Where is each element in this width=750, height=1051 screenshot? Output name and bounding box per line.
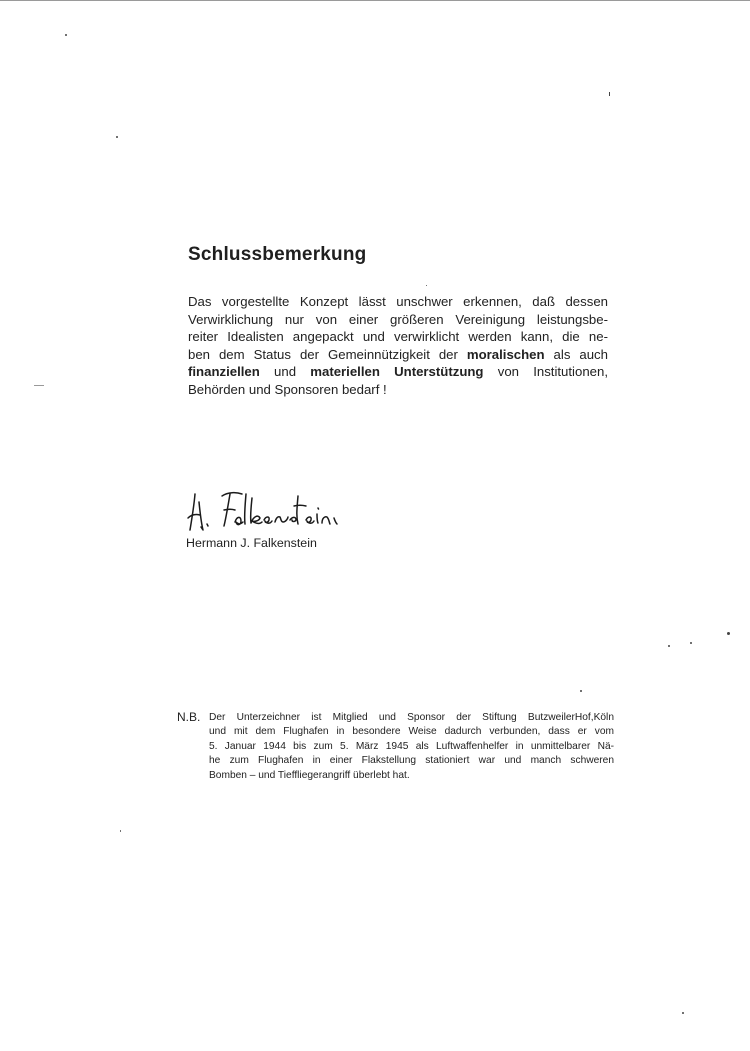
scan-speck [120,830,121,832]
note-line: 5. Januar 1944 bis zum 5. März 1945 als Luftwaffenhelfer in unmittelbarer Nä- [209,740,614,752]
note-line: Bomben – und Tieffliegerangriff überlebt hat. [209,769,410,781]
scan-speck [690,642,692,644]
note-prefix: N.B. [177,710,201,724]
scan-speck [34,385,44,386]
emphasis-moral: moralischen [466,346,545,362]
handwritten-signature [180,484,360,536]
scan-speck [65,34,67,36]
paragraph-line: reiter Idealisten angepackt und verwirklicht werden kann, die ne- [188,329,608,345]
paragraph-line: Das vorgestellte Konzept lässt unschwer erkennen, daß dessen [188,294,608,309]
emphasis-material-support: materiellen Unterstützung [310,364,484,380]
paragraph-text: und [259,364,311,380]
paragraph-text: ben dem Status der Gemeinnützigkeit der [188,346,467,362]
paragraph-line: Verwirklichung nur von einer größeren Vereinigung leistungsbe- [188,311,608,327]
scan-speck [727,632,730,635]
scan-speck [426,285,427,286]
signer-name: Hermann J. Falkenstein [186,536,317,550]
paragraph-text: von Institutionen, [483,364,608,380]
paragraph-text: als auch [544,346,608,362]
emphasis-financial: finanziellen [188,364,260,380]
note-line: he zum Flughafen in einer Flakstellung stationiert war und manch schweren [209,755,614,767]
paragraph-line: Behörden und Sponsoren bedarf ! [188,381,387,397]
page-top-edge [0,0,750,1]
note-text [209,711,614,783]
note-line: und mit dem Flughafen in besondere Weise dadurch verbunden, dass er vom [209,726,614,738]
closing-paragraph [188,293,608,399]
scan-speck [609,92,610,96]
scan-speck [682,1012,684,1014]
paragraph-line [188,346,608,364]
scan-speck [580,690,582,692]
scan-speck [116,136,118,138]
paragraph-line [188,363,608,381]
page-title: Schlussbemerkung [188,244,367,265]
note-line: Der Unterzeichner ist Mitglied und Sponsor der Stiftung ButzweilerHof,Köln [209,712,614,723]
scan-speck [668,645,670,647]
